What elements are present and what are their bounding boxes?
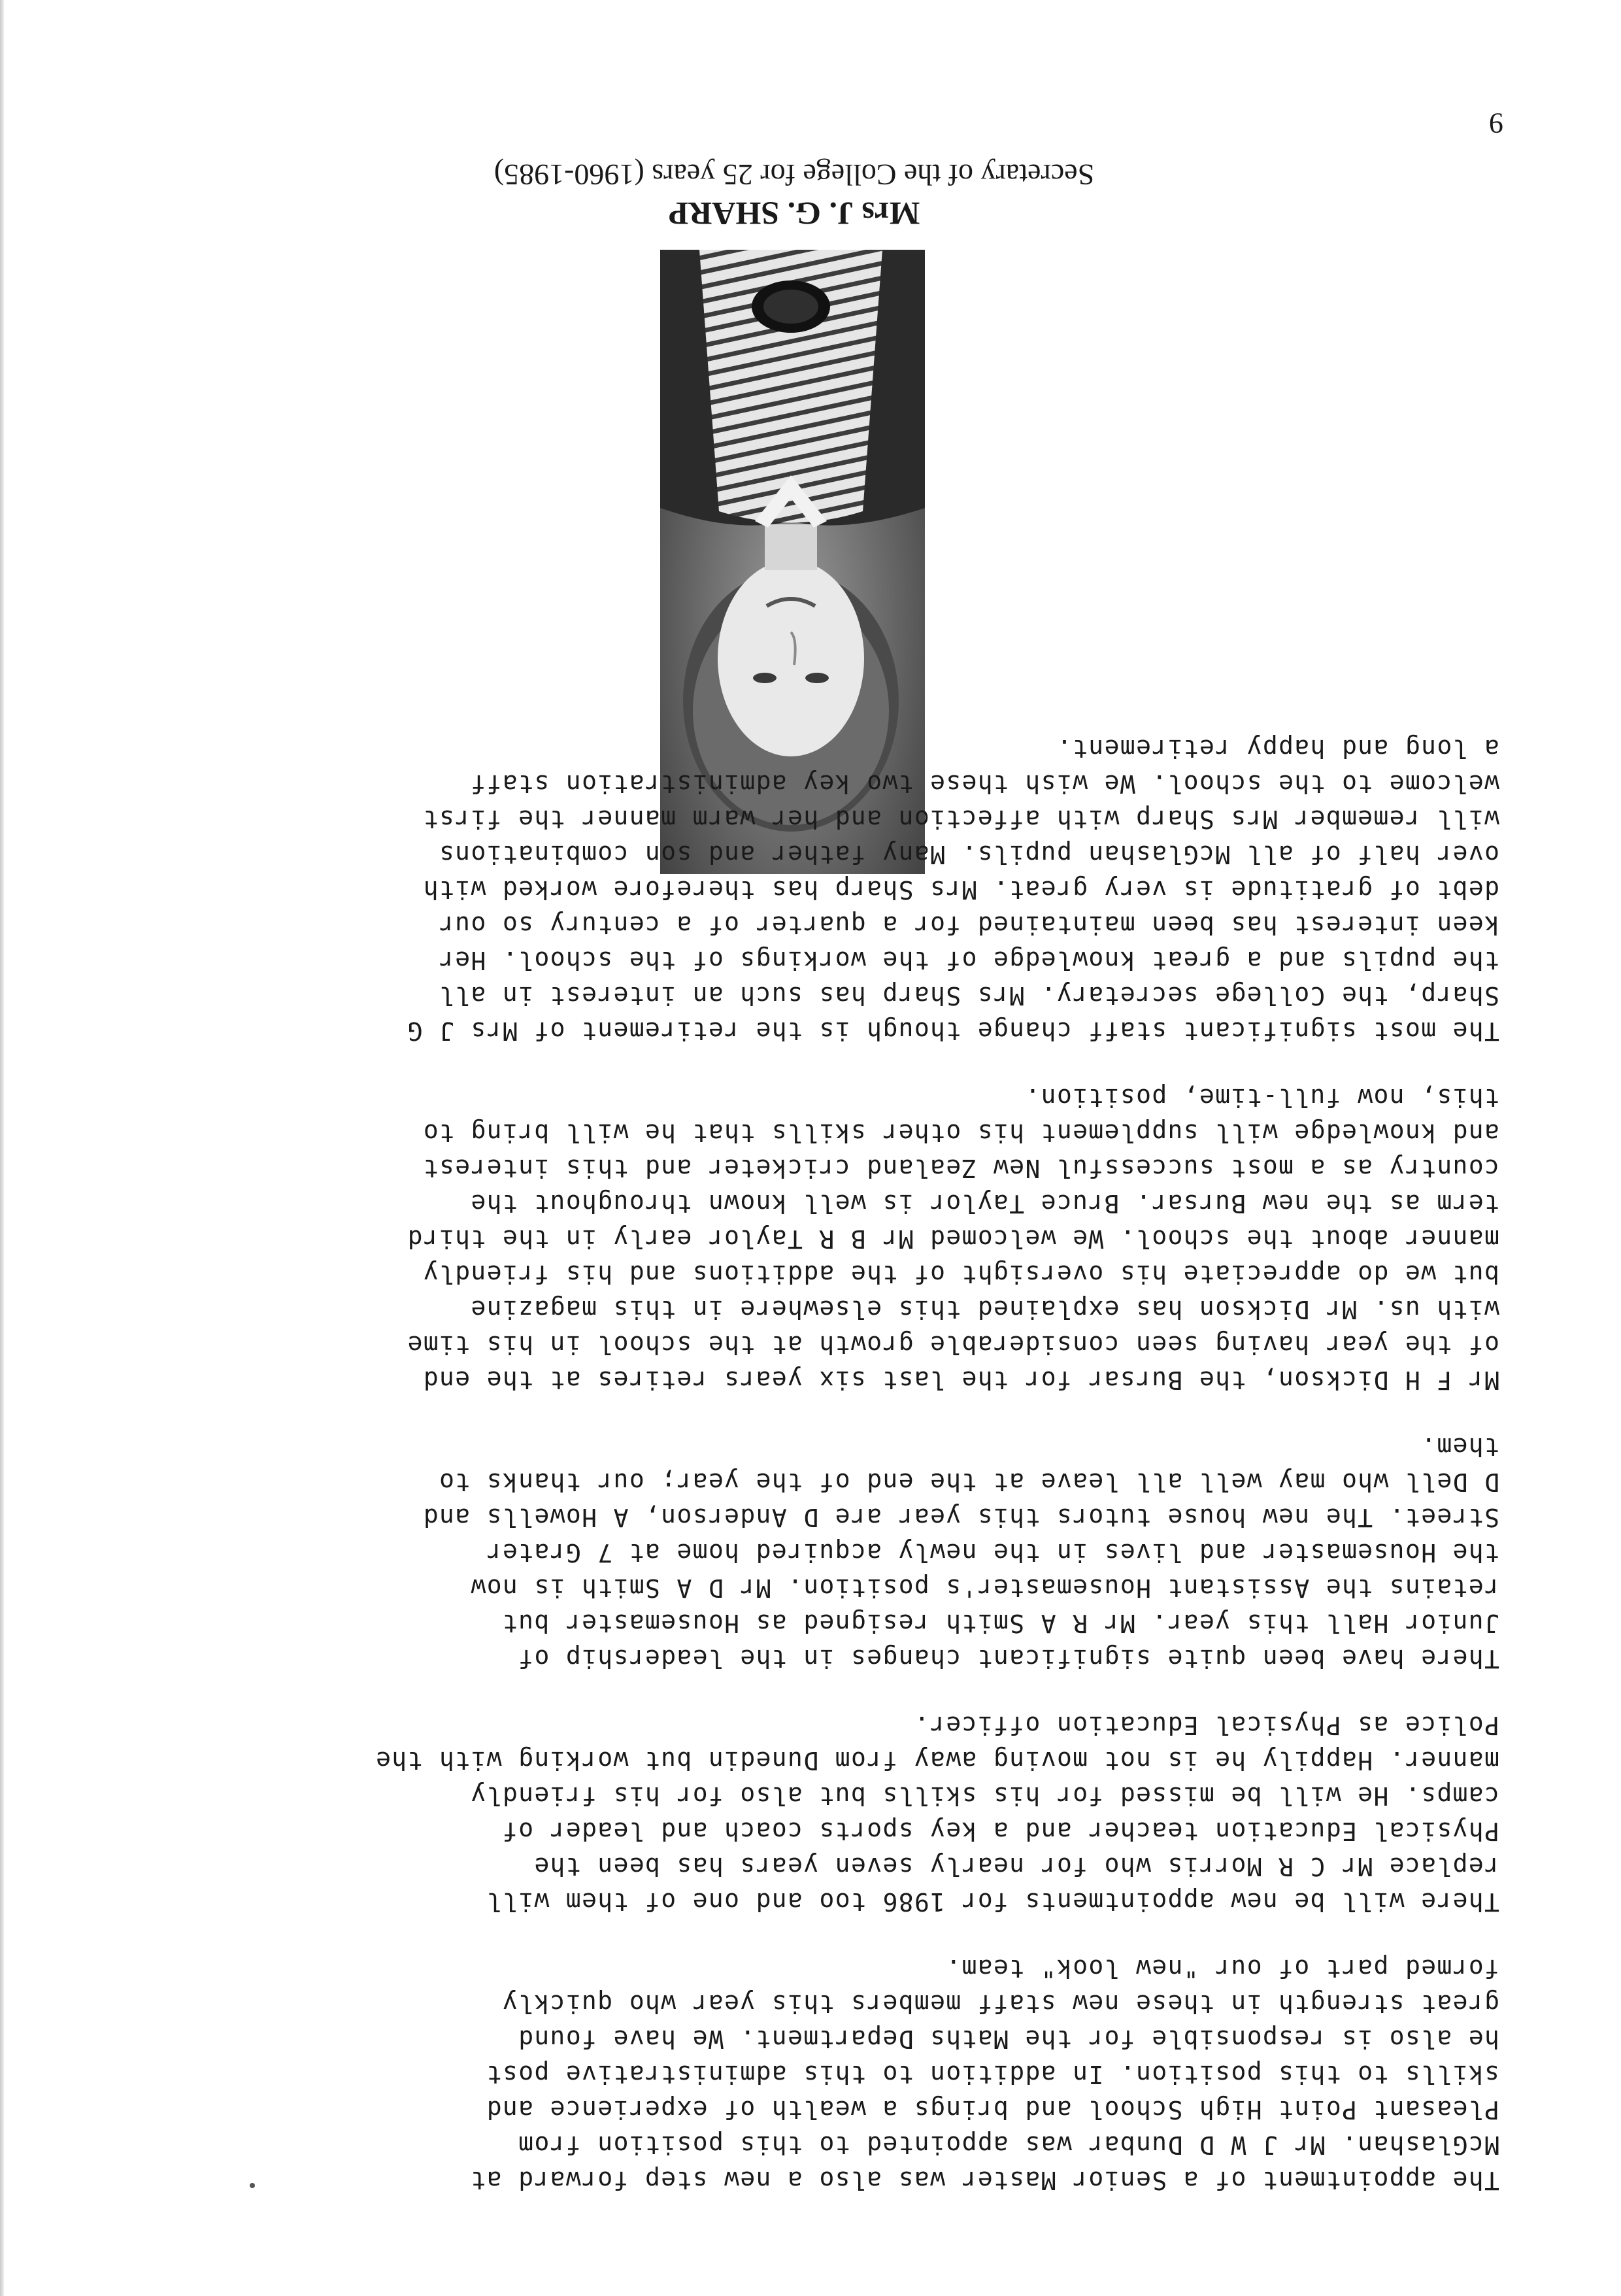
scan-speck bbox=[250, 2183, 255, 2188]
paragraph-new-appointments: There will be new appointments for 1986 too and one of them will replace Mr C R Morris who for nearly seven years has been the Physical Education teacher and a key sports coach and leader of camps. He will be missed for his skills but also for his friendly manner. Happily he is not moving away from Dunedin but working with the Police as Physical Education officer. bbox=[375, 1711, 1499, 1916]
photo-caption-name: Mrs J. G. SHARP bbox=[668, 195, 920, 232]
photo-caption-role: Secretary of the College for 25 years (1960-1985) bbox=[493, 158, 1095, 192]
article-body bbox=[81, 700, 1499, 2198]
paragraph-junior-hall: There have been quite significant changes in the leadership of Junior Hall this year. Mr R A Smith resigned as Housemaster but retains the Assistant Housemaster's position. Mr D A Smith is now the Housemaster and lives in the newly acquired home at 7 Grater Street. The new house tutors this year are D Anderson, A Howells and D Dell who may well all leave at the end of the year; our thanks to them. bbox=[422, 1432, 1499, 1673]
paragraph-senior-master: The appointment of a Senior Master was also a new step forward at McGlashan. Mr J W D Dunbar was appointed to this position from Pleasant Point High School and brings a wealth of experience and skills to this position. In addition to this administrative post he also is responsible for the Maths Department. We have found great strength in these new staff members this year who quickly formed part of our "new look" team. bbox=[470, 1954, 1499, 2195]
page-number: 9 bbox=[1489, 107, 1503, 139]
paragraph-secretary-retirement: The most significant staff change though is the retirement of Mrs J G Sharp, the College secretary. Mrs Sharp has such an interest in all the pupils and a great knowledge of the workings of the school. Her keen interest has been maintained for a quarter of a century so our debt of gratitude is very great. Mrs Sharp has therefore worked with over half of all McGlashan pupils. Many father and son combinations will remember Mrs Sharp with affection and her warm manner the first welcome to the school. We wish these two key administration staff a long and happy retirement. bbox=[407, 734, 1499, 1045]
paragraph-bursar: Mr F H Dickson, the Bursar for the last six years retires at the end of the year having seen considerable growth at the school in his time with us. Mr Dickson has explained this elsewhere in this magazine but we do appreciate his oversight of the additions and his friendly manner about the school. We welcomed Mr B R Taylor early in the third term as the new Bursar. Bruce Taylor is well known throughout the country as a most successful New Zealand cricketer and this interest and knowledge will supplement his other skills that he will bring to this, now full-time, position. bbox=[407, 1083, 1499, 1394]
